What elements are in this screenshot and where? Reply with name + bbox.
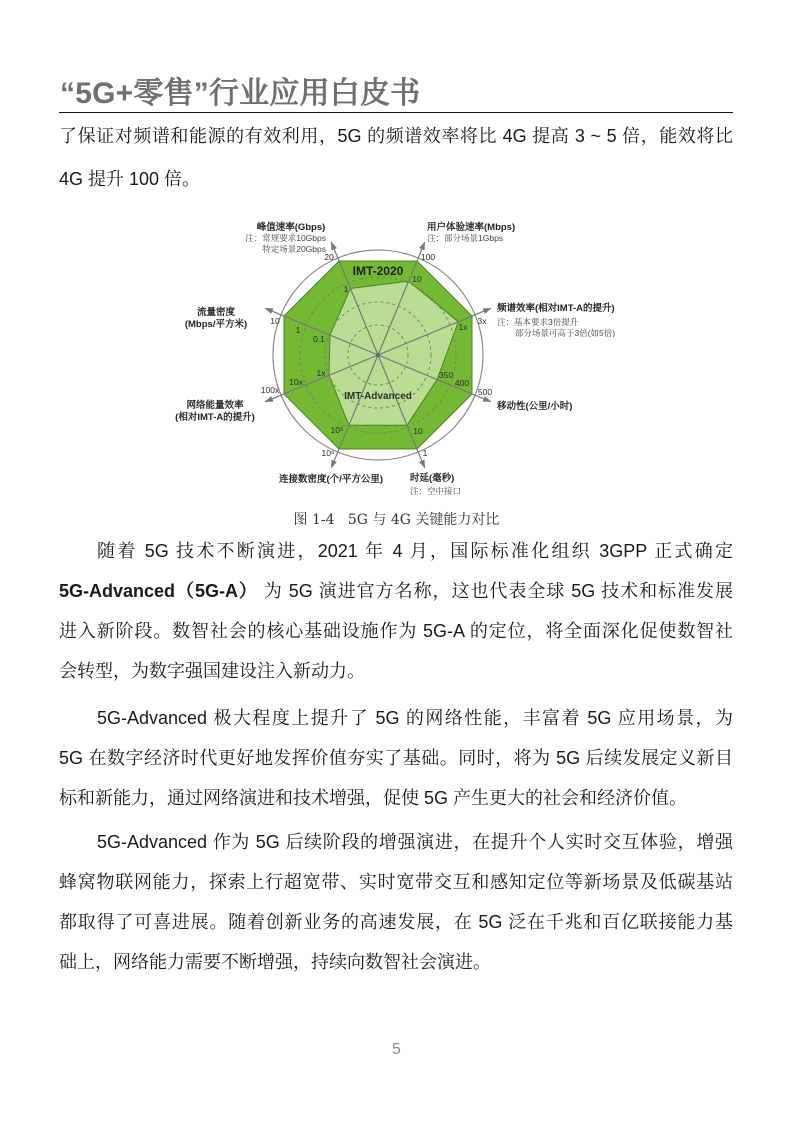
imt-2020-label: IMT-2020 [352,264,404,278]
axis-label-latency: 时延(毫秒) [410,473,455,484]
radar-chart-figure [160,195,640,505]
tick-traffic-imta: 0.1 [313,334,325,344]
tick-spectral-imt2020: 3x [477,316,487,326]
tick-mobility-mid: 400 [454,378,470,388]
imt-advanced-label: IMT-Advanced [344,391,412,402]
text-span: 为 5G 演进官方名称，这也代表全球 5G 技术和标准发展 [257,581,733,601]
intro-paragraph [59,115,733,201]
tick-peak-imt2020: 20 [324,252,334,262]
text-line: 4G 提升 100 倍。 [59,169,201,189]
paragraph-5g-advanced-evolution [59,822,733,982]
axis-label-connection-density: 连接数密度(个/平方公里) [279,474,383,485]
axis-note-spectral-efficiency: 部分场景可高于3倍(如5倍) [515,328,616,338]
tick-energy-mid: 10x [289,377,303,387]
tick-user-imta: 10 [412,274,422,284]
axis-label-traffic-density: (Mbps/平方米) [184,319,248,330]
axis-note-spectral-efficiency: 注：基本要求3倍提升 [497,317,579,327]
axis-label-peak-rate: 峰值速率(Gbps) [256,222,326,233]
tick-traffic-mid: 1 [295,325,301,335]
document-header-title: “5G+零售”行业应用白皮书 [60,77,421,110]
axis-label-spectral-efficiency: 频谱效率(相对IMT-A的提升) [497,303,615,314]
tick-connection-imta: 10⁵ [330,425,344,435]
tick-connection-imt2020: 10⁶ [321,448,335,458]
figure-caption: 图 1-4 5G 与 4G 关键能力对比 [293,512,500,528]
axis-note-latency: 注：空中接口 [410,486,462,496]
text-line: 都取得了可喜进展。随着创新业务的高速发展，在 5G 泛在千兆和百亿联接能力基 [59,912,733,932]
tick-latency-imta: 10 [413,426,423,436]
text-line [59,571,733,611]
tick-mobility-imt2020: 500 [477,387,493,397]
tick-user-imt2020: 100 [420,252,436,262]
tick-spectral-imta: 1x [458,322,468,332]
tick-traffic-imt2020: 10 [270,316,280,326]
text-line: 了保证对频谱和能源的有效利用，5G 的频谱效率将比 4G 提高 3 ~ 5 倍，能效将比 [59,126,733,146]
tick-mobility-imta: 350 [438,370,454,380]
text-line: 进入新阶段。数智社会的核心基础设施作为 5G-A 的定位，将全面深化促使数智社 [59,621,733,641]
text-line: 5G-Advanced 作为 5G 后续阶段的增强演进，在提升个人实时交互体验，增强 [97,832,733,852]
text-line: 5G-Advanced 极大程度上提升了 5G 的网络性能，丰富着 5G 应用场景，为 [97,708,733,728]
axis-note-user-rate: 注：部分场景1Gbps [427,233,504,243]
text-line: 础上，网络能力需要不断增强，持续向数智社会演进。 [59,952,491,972]
radar-chart [160,195,640,505]
tick-energy-imt2020: 100x [260,385,280,395]
axis-label-mobility: 移动性(公里/小时) [497,401,573,412]
tick-energy-imta: 1x [316,368,326,378]
header-divider [59,112,733,113]
text-line: 随着 5G 技术不断演进，2021 年 4 月，国际标准化组织 3GPP 正式确定 [97,541,733,561]
text-line: 会转型，为数字强国建设注入新动力。 [59,661,365,681]
axis-label-traffic-density: 流量密度 [196,307,236,318]
text-line: 标和新能力，通过网络演进和技术增强，促使 5G 产生更大的社会和经济价值。 [59,788,688,808]
tick-peak-imta: 1 [343,284,349,294]
axis-note-peak-rate: 特定场景20Gbps [262,244,326,254]
paragraph-5g-advanced-performance [59,698,733,818]
text-line: 5G 在数字经济时代更好地发挥价值夯实了基础。同时，将为 5G 后续发展定义新目 [59,748,733,768]
axis-label-energy-efficiency: 网络能量效率 [186,400,244,411]
paragraph-5g-advanced-naming [59,531,733,691]
text-line: 蜂窝物联网能力，探索上行超宽带、实时宽带交互和感知定位等新场景及低碳基站 [59,872,733,892]
center-point [376,353,380,357]
bold-term: 5G-Advanced（5G-A） [59,581,258,601]
axis-label-energy-efficiency: (相对IMT-A的提升) [175,412,255,423]
axis-label-user-rate: 用户体验速率(Mbps) [427,222,516,233]
axis-note-peak-rate: 注：常规要求10Gbps [245,233,326,243]
page-number: 5 [392,1041,401,1058]
tick-latency-imt2020: 1 [422,448,428,458]
